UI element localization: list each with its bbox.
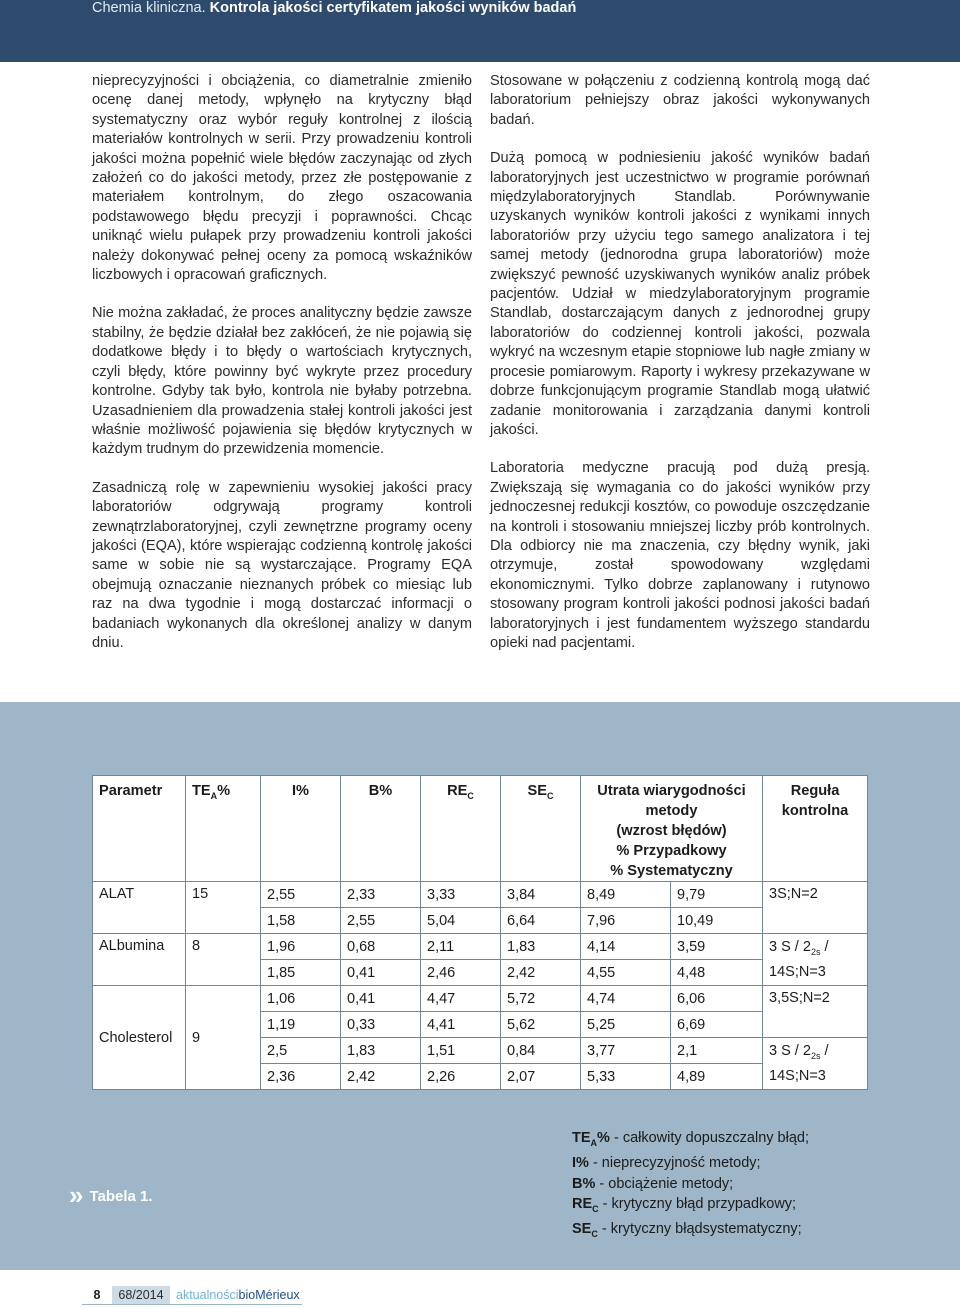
table-row <box>93 882 868 908</box>
cell-rand: 8,49 <box>581 882 671 908</box>
cell-i: 1,85 <box>261 960 341 986</box>
cell-sys: 3,59 <box>671 934 763 960</box>
right-paragraph-1: Stosowane w połączeniu z codzienną kontrolą mogą dać laboratorium pełniejszy obraz jakości wykonywanych badań. <box>490 73 870 128</box>
cell-b: 2,33 <box>341 882 421 908</box>
table-caption <box>69 1180 153 1211</box>
left-paragraph-3: Zasadniczą rolę w zapewnieniu wysokiej jakości pracy laboratoriów odgrywają programy kontroli zewnątrzlaboratoryjnej, czyli zewnętrzne programy oceny jakości (EQA), które wspierając codzienną kontrolę jakości same w sobie nie są wystarczające. Programy EQA obejmują oznaczanie nieznanych próbek co miesiąc lub raz na dwa tygodnie i mogą dostarczać informacji o badaniach wykonanych dla określonej analizy w danym dniu. <box>92 479 472 651</box>
cell-sys: 2,1 <box>671 1038 763 1064</box>
cell-re: 2,46 <box>421 960 501 986</box>
cell-rand: 5,25 <box>581 1012 671 1038</box>
cell-i: 2,5 <box>261 1038 341 1064</box>
cell-sys: 6,06 <box>671 986 763 1012</box>
caption-label: Tabela 1. <box>89 1188 153 1205</box>
cell-rand: 4,55 <box>581 960 671 986</box>
cell-re: 4,41 <box>421 1012 501 1038</box>
cell-rand: 5,33 <box>581 1064 671 1090</box>
cell-i: 1,96 <box>261 934 341 960</box>
footer-brand: aktualnościbioMérieux <box>176 1288 300 1302</box>
header-regula: Reguła kontrolna <box>763 776 868 882</box>
left-paragraph-1: nieprecyzyjności i obciążenia, co diametralnie zmieniło ocenę danej metody, wpłynęło na krytyczny błąd systematyczny oraz wybór reguły kontrolnej z ilością materiałów kontrolnych w serii. Przy prowadzeniu kontroli jakości można popełnić wiele błędów zaczynając od złych założeń co do jakości metody, przez złe postępowanie z materiałem kontrolnym, do złego oszacowania podstawowego błędu precyzji i poprawności. Chcąc uniknąć wielu pułapek przy prowadzeniu kontroli jakości należy dokonywać pełnej oceny za pomocą wskaźników liczbowych i opracowań graficznych. <box>92 73 472 284</box>
header-re: $RE_C$ <box>421 776 501 882</box>
cell-se: 1,83 <box>501 934 581 960</box>
group-te-cholesterol: 9 <box>186 986 261 1090</box>
cell-se: 0,84 <box>501 1038 581 1064</box>
cell-i: 2,36 <box>261 1064 341 1090</box>
right-paragraph-2: Dużą pomocą w podniesieniu jakość wyników badań laboratoryjnych jest uczestnictwo w programie porównań międzylaboratoryjnych Standlab. Porównywanie uzyskanych wyników kontroli jakości z wynikami innych laboratoriów przy użyciu tego samego analizatora i tej samej metody (jednorodna grupa laboratoriów) może zwiększyć pewność uzyskiwanych wyników analiz próbek pacjentów. Udział w miedzylaboratoryjnym programie Standlab, dostarczającym danych z jednorodnej grupy laboratoriów do codziennej kontroli jakości, pozwala wykryć na wczesnym etapie stopniowe lub nagłe zmiany w procesie pomiarowym. Raporty i wykresy przekazywane w dobrze funkcjonującym programie Standlab mogą ułatwić zadanie monitorowania i zarządzania danymi kontroli jakości. <box>490 150 870 438</box>
table-row <box>93 934 868 960</box>
table-header-row <box>93 776 868 882</box>
cell-re: 2,26 <box>421 1064 501 1090</box>
cell-se: 2,42 <box>501 960 581 986</box>
cell-i: 1,19 <box>261 1012 341 1038</box>
group-name-cholesterol: Cholesterol <box>93 986 186 1090</box>
legend-item: $RE_C$ - krytyczny błąd przypadkowy; <box>572 1196 797 1214</box>
cell-i: 1,58 <box>261 908 341 934</box>
cell-sys: 10,49 <box>671 908 763 934</box>
group-name-albumina: ALbumina <box>93 934 186 986</box>
rule-cholesterol-b: 3 S / $2_{2s}$ / 14S;N=3 <box>763 1038 868 1090</box>
header-te: $TE_A\%$ <box>186 776 261 882</box>
cell-sys: 4,48 <box>671 960 763 986</box>
left-column <box>92 72 472 653</box>
running-header <box>92 0 576 16</box>
rule-albumina: 3 S / $2_{2s}$ / 14S;N=3 <box>763 934 868 986</box>
cell-re: 5,04 <box>421 908 501 934</box>
cell-se: 2,07 <box>501 1064 581 1090</box>
cell-sys: 6,69 <box>671 1012 763 1038</box>
header-b: B% <box>341 776 421 882</box>
cell-se: 5,72 <box>501 986 581 1012</box>
header-se: $SE_C$ <box>501 776 581 882</box>
cell-b: 0,41 <box>341 960 421 986</box>
table-row <box>93 986 868 1012</box>
rule-cholesterol-a: 3,5S;N=2 <box>763 986 868 1038</box>
header-parametr: Parametr <box>93 776 186 882</box>
right-paragraph-3: Laboratoria medyczne pracują pod dużą presją. Zwiększają się wymagania co do jakości wyników przy jednoczesnej redukcji kosztów, co powoduje oszczędzanie na kontroli i stosowaniu mniejszej liczby prób kontrolnych. Dla odbiorcy nie ma znaczenia, czy błędny wynik, jaki otrzymuje, został spowodowany względami ekonomicznymi. Tylko dobrze zaplanowany i rutynowo stosowany program kontroli jakości podnosi jakości badań laboratoryjnych i jest fundamentem wyższego standardu opieki nad pacjentami. <box>490 460 870 651</box>
legend-item: I% - nieprecyzyjność metody; <box>572 1155 761 1172</box>
cell-i: 2,55 <box>261 882 341 908</box>
cell-b: 0,41 <box>341 986 421 1012</box>
cell-se: 6,64 <box>501 908 581 934</box>
group-name-alat: ALAT <box>93 882 186 934</box>
cell-rand: 7,96 <box>581 908 671 934</box>
cell-rand: 3,77 <box>581 1038 671 1064</box>
page-number: 8 <box>82 1286 112 1304</box>
cell-re: 3,33 <box>421 882 501 908</box>
group-te-alat: 15 <box>186 882 261 934</box>
cell-b: 2,55 <box>341 908 421 934</box>
data-table <box>92 775 867 1090</box>
cell-se: 3,84 <box>501 882 581 908</box>
legend-item: $TE_A\%$ - całkowity dopuszczalny błąd; <box>572 1130 810 1148</box>
cell-rand: 4,74 <box>581 986 671 1012</box>
cell-b: 0,33 <box>341 1012 421 1038</box>
left-paragraph-2: Nie można zakładać, że proces analityczny będzie zawsze stabilny, że będzie działał bez zakłóceń, że nie pojawią się dodatkowe błędy i to błędy o wartościach krytycznych, czyli błędy, które powinny być wykryte przez procedury kontrolne. Gdyby tak było, kontrola nie byłaby potrzebna. Uzasadnieniem dla prowadzenia stałej kontroli jakości jest właśnie możliwość pojawienia się błędów krytycznych w każdym trudnym do przewidzenia momencie. <box>92 305 472 458</box>
cell-i: 1,06 <box>261 986 341 1012</box>
table-legend <box>572 1128 809 1245</box>
header-prefix: Chemia kliniczna. <box>92 0 206 16</box>
cell-re: 2,11 <box>421 934 501 960</box>
double-chevron-icon: » <box>69 1180 80 1210</box>
cell-re: 4,47 <box>421 986 501 1012</box>
cell-re: 1,51 <box>421 1038 501 1064</box>
cell-rand: 4,14 <box>581 934 671 960</box>
header-i: I% <box>261 776 341 882</box>
cell-sys: 9,79 <box>671 882 763 908</box>
rule-alat: 3S;N=2 <box>763 882 868 934</box>
right-column <box>490 72 870 653</box>
cell-b: 0,68 <box>341 934 421 960</box>
legend-item: B% - obciążenie metody; <box>572 1175 734 1192</box>
legend-item: $SE_C$ - krytyczny błądsystematyczny; <box>572 1221 802 1240</box>
group-te-albumina: 8 <box>186 934 261 986</box>
header-utrata: Utrata wiarygodności metody (wzrost błędów) % Przypadkowy % Systematyczny <box>581 776 763 882</box>
issue-number: 68/2014 <box>112 1286 170 1304</box>
cell-sys: 4,89 <box>671 1064 763 1090</box>
cell-se: 5,62 <box>501 1012 581 1038</box>
footer-divider <box>82 1304 302 1305</box>
header-title: Kontrola jakości certyfikatem jakości wyników badań <box>209 0 577 16</box>
cell-b: 2,42 <box>341 1064 421 1090</box>
cell-b: 1,83 <box>341 1038 421 1064</box>
